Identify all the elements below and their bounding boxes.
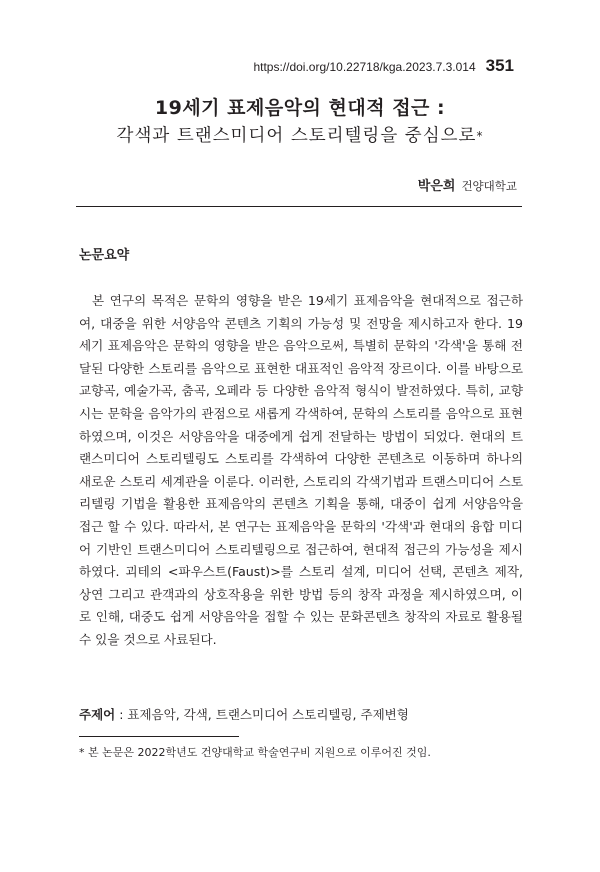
- doi-link[interactable]: https://doi.org/10.22718/kga.2023.7.3.014: [253, 60, 476, 74]
- abstract-heading: 논문요약: [79, 248, 130, 263]
- keywords-separator: :: [115, 707, 128, 722]
- keywords-label: 주제어: [79, 707, 116, 722]
- footnote: * 본 논문은 2022학년도 건양대학교 학술연구비 지원으로 이루어진 것임.: [79, 746, 431, 759]
- title-block: [80, 94, 520, 150]
- title-divider: [76, 206, 522, 207]
- keywords-line: [79, 705, 409, 723]
- paper-subtitle: 각색과 트랜스미디어 스토리텔링을 중심으로: [116, 126, 477, 146]
- title-footnote-mark: *: [476, 129, 484, 143]
- running-header: [253, 56, 514, 76]
- abstract-body: 본 연구의 목적은 문학의 영향을 받은 19세기 표제음악을 현대적으로 접근하여, 대중을 위한 서양음악 콘텐츠 기획의 가능성 및 전망을 제시하고자 한다. 19세기 표제음악은 문학의 영향을 받은 음악으로써, 특별히 문학의 '각색'을 통해 전달된 다양한 스토리를 음악으로 표현한 대표적인 음악적 장르이다. 이를 바탕으로 교향곡, 예술가곡, 춤곡, 오페라 등 다양한 음악적 형식이 발전하였다. 특히, 교향시는 문학을 음악가의 관점으로 새롭게 각색하여, 문학의 스토리를 음악으로 표현하였으며, 이것은 서양음악을 대중에게 쉽게 전달하는 방법이 되었다. 현대의 트랜스미디어 스토리텔링도 스토리를 각색하여 다양한 콘텐츠로 이동하며 하나의 새로운 스토리 세계관을 이룬다. 이러한, 스토리의 각색기법과 트랜스미디어 스토리텔링 기법을 활용한 표제음악의 콘텐츠 기획을 통해, 대중이 쉽게 서양음악을 접근 할 수 있다. 따라서, 본 연구는 표제음악을 문학의 '각색'과 현대의 융합 미디어 기반인 트랜스미디어 스토리텔링으로 접근하여, 현대적 접근의 가능성을 제시하였다. 괴테의 <파우스트(Faust)>를 스토리 설계, 미디어 선택, 콘텐츠 제작, 상연 그리고 관객과의 상호작용을 위한 방법 등의 창작 과정을 제시하였으며, 이로 인해, 대중도 쉽게 서양음악을 접할 수 있는 문화콘텐츠 창작의 자료로 활용될 수 있을 것으로 사료된다.: [79, 293, 523, 647]
- footnote-divider: [79, 736, 239, 737]
- author-affiliation: 건양대학교: [461, 179, 517, 193]
- page-number: 351: [485, 56, 514, 75]
- author-name: 박은희: [417, 179, 456, 194]
- author-line: [418, 175, 517, 194]
- keywords-values: 표제음악, 각색, 트랜스미디어 스토리텔링, 주제변형: [127, 707, 409, 722]
- paper-title: 19세기 표제음악의 현대적 접근 :: [154, 97, 446, 119]
- paper-subtitle-line: [80, 122, 520, 150]
